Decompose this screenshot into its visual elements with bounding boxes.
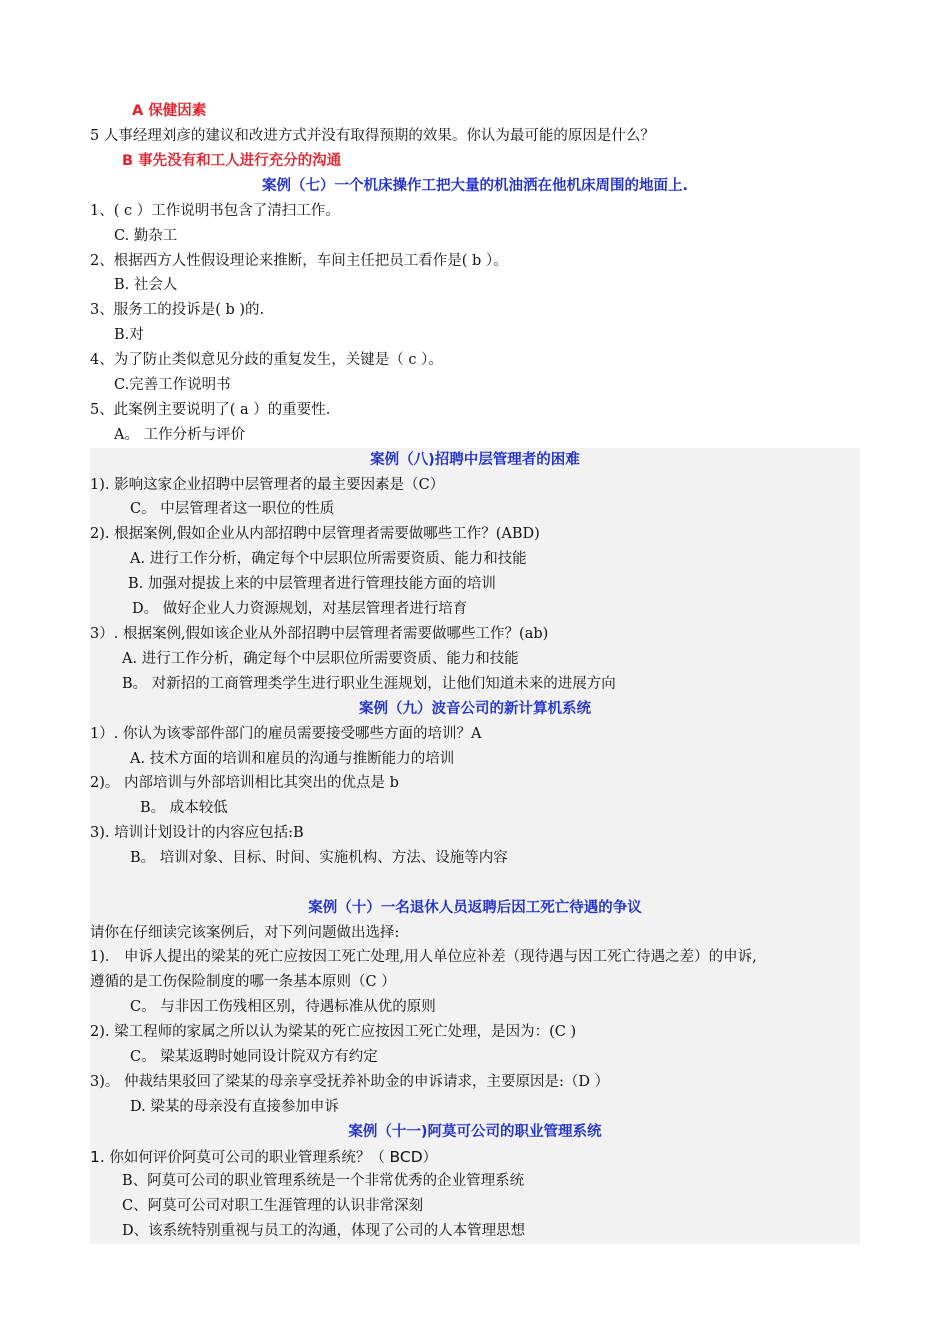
case10-q1-line1: 1)． 申诉人提出的梁某的死亡应按因工死亡处理,用人单位应补差（现待遇与因工死亡待遇之差）的申诉, (90, 949, 757, 965)
case9-q2: 2)。 内部培训与外部培训相比其突出的优点是 b (90, 775, 399, 791)
case10-a2: C。 梁某返聘时她同设计院双方有约定 (130, 1049, 378, 1065)
case10-intro: 请你在仔细读完该案例后，对下列问题做出选择: (90, 925, 400, 941)
case7-a4: C.完善工作说明书 (114, 377, 231, 393)
case11-option-d: D、该系统特别重视与员工的沟通，体现了公司的人本管理思想 (122, 1223, 526, 1239)
answer-a-health-factor: A 保健因素 (132, 103, 207, 119)
case7-q3: 3、服务工的投诉是( b )的. (90, 302, 265, 318)
case7-a5: A。 工作分析与评价 (114, 427, 246, 443)
case7-q5: 5、此案例主要说明了( a ）的重要性. (90, 402, 331, 418)
case9-a3: B。 培训对象、目标、时间、实施机构、方法、设施等内容 (130, 850, 508, 866)
case8-title: 案例（八)招聘中层管理者的困难 (370, 452, 580, 468)
case8-a2a: A. 进行工作分析，确定每个中层职位所需要资质、能力和技能 (130, 551, 527, 567)
case11-option-c: C、阿莫可公司对职工生涯管理的认识非常深刻 (122, 1198, 424, 1214)
case8-a3a: A. 进行工作分析，确定每个中层职位所需要资质、能力和技能 (122, 651, 519, 667)
case10-q2: 2). 梁工程师的家属之所以认为梁某的死亡应按因工死亡处理，是因为：(C ) (90, 1024, 577, 1040)
case8-q2: 2). 根据案例,假如企业从内部招聘中层管理者需要做哪些工作？(ABD) (90, 526, 540, 542)
case11-q1-answer: BCD (389, 1148, 423, 1166)
case9-a1: A. 技术方面的培训和雇员的沟通与推断能力的培训 (130, 751, 455, 767)
case11-q1-end: ） (422, 1150, 438, 1166)
case10-q1-line2: 遵循的是工伤保险制度的哪一条基本原则（C ） (90, 974, 396, 990)
case10-a3: D. 梁某的母亲没有直接参加申诉 (130, 1099, 339, 1115)
case9-title: 案例（九）波音公司的新计算机系统 (359, 701, 591, 717)
case9-q3: 3). 培训计划设计的内容应包括:B (90, 825, 304, 841)
case10-q3: 3)。 仲裁结果驳回了梁某的母亲享受抚养补助金的申诉请求，主要原因是:（D ） (90, 1074, 610, 1090)
case7-a1: C. 勤杂工 (114, 228, 178, 244)
case7-q2: 2、根据西方人性假设理论来推断，车间主任把员工看作是( b ）。 (90, 253, 508, 269)
case8-a3b: B。 对新招的工商管理类学生进行职业生涯规划，让他们知道未来的进展方向 (122, 676, 616, 692)
case11-title: 案例（十一)阿莫可公司的职业管理系统 (348, 1124, 602, 1140)
case7-q4: 4、为了防止类似意见分歧的重复发生，关键是（ c ）。 (90, 352, 443, 368)
case8-a2d: D。 做好企业人力资源规划，对基层管理者进行培育 (132, 601, 468, 617)
case9-q1: 1）. 你认为该零部件部门的雇员需要接受哪些方面的培训？A (90, 726, 482, 742)
case7-a3: B.对 (114, 327, 144, 343)
case9-a2: B。 成本较低 (140, 800, 228, 816)
case8-q1: 1). 影响这家企业招聘中层管理者的最主要因素是（C） (90, 477, 445, 493)
answer-b-communication: B 事先没有和工人进行充分的沟通 (122, 153, 342, 169)
case11-q1 (90, 1147, 437, 1168)
case8-q3: 3）. 根据案例,假如该企业从外部招聘中层管理者需要做哪些工作？(ab) (90, 626, 549, 642)
case7-title: 案例（七）一个机床操作工把大量的机油洒在他机床周围的地面上. (261, 178, 688, 194)
case11-option-b: B、阿莫可公司的职业管理系统是一个非常优秀的企业管理系统 (122, 1173, 525, 1189)
case10-a1: C。 与非因工伤残相区别，待遇标准从优的原则 (130, 999, 436, 1015)
case7-q1: 1、( c ）工作说明书包含了清扫工作。 (90, 203, 340, 219)
case8-a1: C。 中层管理者这一职位的性质 (130, 501, 335, 517)
case11-q1-number: 1. (90, 1148, 105, 1166)
case7-a2: B. 社会人 (114, 277, 178, 293)
case8-a2b: B. 加强对提拔上来的中层管理者进行管理技能方面的培训 (128, 576, 496, 592)
question-5-intro: 5 人事经理刘彦的建议和改进方式并没有取得预期的效果。你认为最可能的原因是什么？ (90, 128, 655, 144)
case11-q1-text: 你如何评价阿莫可公司的职业管理系统？（ (104, 1150, 390, 1166)
case10-title: 案例（十）一名退休人员返聘后因工死亡待遇的争议 (308, 900, 642, 916)
